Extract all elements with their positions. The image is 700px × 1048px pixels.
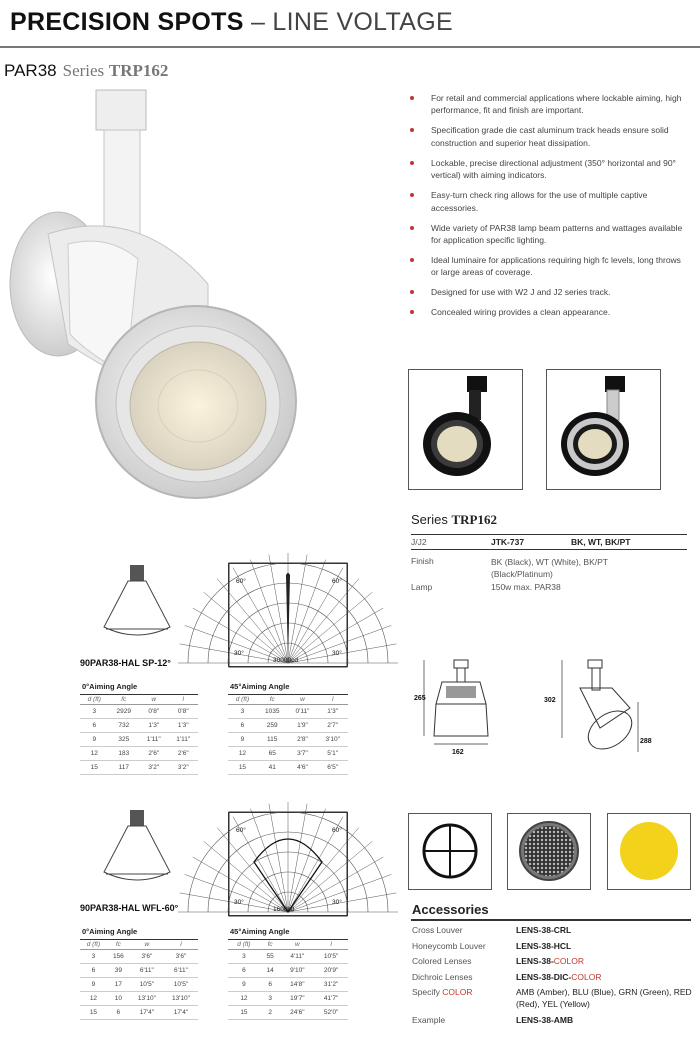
table-cell: 17'4"	[164, 1006, 198, 1020]
list-item: Concealed wiring provides a clean appearance.	[408, 306, 690, 318]
accessory-photo-honeycomb-louver	[507, 813, 591, 890]
table-row	[80, 992, 198, 1006]
table-cell: 39	[107, 964, 130, 978]
table-cell: 52'0"	[314, 1006, 348, 1020]
product-subtitle: PAR38 Series TRP162	[4, 61, 169, 80]
column-header: l	[164, 940, 198, 950]
table-cell: 1035	[257, 705, 288, 719]
table-cell: 156	[107, 950, 130, 964]
finish-photo-black	[408, 369, 523, 490]
table-cell: 6	[260, 978, 281, 992]
table-row	[80, 964, 198, 978]
table-cell: 10'5"	[314, 950, 348, 964]
table-cell: 6'11"	[164, 964, 198, 978]
table-cell: 4'11"	[280, 950, 314, 964]
list-item: Easy-turn check ring allows for the use of multiple captive accessories.	[408, 189, 690, 214]
table-row	[80, 761, 198, 775]
table-row: Specify COLOR AMB (Amber), BLU (Blue), GRN (Green), RED (Red), YEL (Yellow)	[412, 987, 692, 1010]
table-row	[228, 705, 348, 719]
angle-label: 60°	[332, 578, 342, 585]
column-header: w	[139, 695, 169, 705]
column-header: l	[314, 940, 348, 950]
lamp-name: 90PAR38-HAL SP-12°	[80, 658, 171, 668]
table-cell: 117	[109, 761, 139, 775]
table-cell: 6'11"	[130, 964, 164, 978]
table-cell: 0'8"	[168, 705, 198, 719]
table-cell: 0'8"	[139, 705, 169, 719]
table-row	[228, 950, 348, 964]
aiming-0-table	[80, 680, 198, 775]
table-cell: 9	[228, 978, 260, 992]
table-caption: 45°Aiming Angle	[230, 682, 290, 691]
table-cell: 1'3"	[168, 719, 198, 733]
angle-label: 60°	[236, 578, 246, 585]
table-cell: 6	[80, 719, 109, 733]
table-cell: 3'6"	[130, 950, 164, 964]
polar-candela-diagram	[228, 563, 348, 667]
column-header: d (ft)	[228, 940, 260, 950]
table-cell: 9	[228, 733, 257, 747]
table-cell: 17	[107, 978, 130, 992]
table-row	[80, 747, 198, 761]
column-header: fc	[109, 695, 139, 705]
table-row	[228, 747, 348, 761]
table-row	[228, 978, 348, 992]
main-product-image	[8, 84, 300, 514]
table-cell: 14	[260, 964, 281, 978]
table-cell: 10	[107, 992, 130, 1006]
table-row: Colored Lenses LENS-38-COLOR	[412, 956, 585, 967]
table-cell: 6	[80, 964, 107, 978]
column-header: l	[168, 695, 198, 705]
accessories-divider	[411, 919, 691, 921]
column-header: l	[317, 695, 348, 705]
table-cell: 12	[80, 747, 109, 761]
finish-photo-black-platinum	[546, 369, 661, 490]
dim-width-label: 162	[452, 749, 464, 756]
accessory-photo-cross-louver	[408, 813, 492, 890]
column-header: fc	[260, 940, 281, 950]
table-cell: 15	[228, 761, 257, 775]
angle-label: 60°	[332, 827, 342, 834]
table-row	[228, 733, 348, 747]
dim-side-width-label: 288	[640, 738, 652, 745]
table-cell: 31'2"	[314, 978, 348, 992]
table-row: Cross Louver LENS-38-CRL	[412, 925, 572, 935]
angle-label: 30°	[234, 650, 244, 657]
table-cell: 2929	[109, 705, 139, 719]
table-cell: 259	[257, 719, 288, 733]
table-cell: 3'6"	[164, 950, 198, 964]
table-cell: 1'3"	[317, 705, 348, 719]
table-cell: 183	[109, 747, 139, 761]
table-cell: 2	[260, 1006, 281, 1020]
dimension-drawing-side	[540, 658, 650, 758]
table-row	[80, 950, 198, 964]
list-item: Designed for use with W2 J and J2 series track.	[408, 286, 690, 298]
table-row	[228, 719, 348, 733]
column-header: w	[288, 695, 318, 705]
column-header: fc	[257, 695, 288, 705]
angle-label: 60°	[236, 827, 246, 834]
table-cell: 13'10"	[164, 992, 198, 1006]
angle-label: 30°	[332, 899, 342, 906]
table-cell: 9	[80, 978, 107, 992]
spec-lamp-row: Lamp 150w max. PAR38	[411, 582, 561, 592]
column-header: w	[130, 940, 164, 950]
table-cell: 6	[228, 964, 260, 978]
accessories-table	[412, 924, 697, 1030]
table-cell: 9'10"	[280, 964, 314, 978]
table-cell: 732	[109, 719, 139, 733]
table-cell: 3'10"	[317, 733, 348, 747]
table-cell: 41	[257, 761, 288, 775]
table-cell: 4'6"	[288, 761, 318, 775]
dimension-drawing-front	[412, 658, 520, 758]
list-item: Wide variety of PAR38 lamp beam patterns and wattages available for application specific lighting.	[408, 222, 690, 247]
table-cell: 2'6"	[168, 747, 198, 761]
table-cell: 15	[228, 1006, 260, 1020]
accessory-photo-colored-lens	[607, 813, 691, 890]
table-row	[228, 761, 348, 775]
spec-finish-row: Finish BK (Black), WT (White), BK/PT (Black/Platinum)	[411, 556, 608, 579]
table-cell: 6	[228, 719, 257, 733]
table-row: Dichroic Lenses LENS-38-DIC-COLOR	[412, 971, 602, 982]
lamp-name: 90PAR38-HAL WFL-60°	[80, 903, 179, 913]
table-cell: 19'7"	[280, 992, 314, 1006]
table-cell: 10'5"	[164, 978, 198, 992]
polar-candela-diagram	[228, 812, 348, 916]
aiming-45-table	[228, 925, 348, 1020]
table-cell: 15	[80, 761, 109, 775]
table-row	[80, 705, 198, 719]
column-header: d (ft)	[80, 695, 109, 705]
page-title: PRECISION SPOTS – LINE VOLTAGE	[10, 8, 453, 36]
table-cell: 55	[260, 950, 281, 964]
table-cell: 1'9"	[288, 719, 318, 733]
table-row	[228, 1006, 348, 1020]
column-header: w	[280, 940, 314, 950]
table-cell: 115	[257, 733, 288, 747]
table-cell: 3'2"	[168, 761, 198, 775]
candela-label: 1600cd	[273, 906, 295, 913]
table-caption: 0°Aiming Angle	[82, 927, 138, 936]
table-cell: 14'8"	[280, 978, 314, 992]
list-item: Lockable, precise directional adjustment (350° horizontal and 90° vertical) with aiming indicators.	[408, 157, 690, 182]
lamp-icon	[98, 808, 178, 888]
table-cell: 2'8"	[288, 733, 318, 747]
table-cell: 5'1"	[317, 747, 348, 761]
list-item: Ideal luminaire for applications requiring high fc levels, long throws or large areas of coverage.	[408, 254, 690, 279]
column-header: fc	[107, 940, 130, 950]
aiming-45-table	[228, 680, 348, 775]
table-row	[228, 964, 348, 978]
spec-header-row: J/J2 JTK-737 BK, WT, BK/PT	[411, 534, 687, 550]
table-cell: 65	[257, 747, 288, 761]
table-cell: 3	[228, 705, 257, 719]
dim-height-label: 265	[414, 695, 426, 702]
column-header: d (ft)	[228, 695, 257, 705]
table-cell: 1'3"	[139, 719, 169, 733]
candela-label: 30000cd	[273, 657, 298, 664]
table-row	[228, 992, 348, 1006]
table-cell: 3	[228, 950, 260, 964]
table-row: Example LENS-38-AMB	[412, 1014, 574, 1025]
table-cell: 13'10"	[130, 992, 164, 1006]
spec-title: Series TRP162	[411, 512, 497, 527]
table-cell: 2'6"	[139, 747, 169, 761]
table-cell: 3	[260, 992, 281, 1006]
table-row	[80, 1006, 198, 1020]
table-cell: 12	[228, 992, 260, 1006]
table-row	[80, 733, 198, 747]
table-row	[80, 978, 198, 992]
table-cell: 24'6"	[280, 1006, 314, 1020]
table-row	[80, 719, 198, 733]
list-item: Specification grade die cast aluminum track heads ensure solid construction and superior heat dissipation.	[408, 124, 690, 149]
table-caption: 0°Aiming Angle	[82, 682, 138, 691]
table-cell: 10'5"	[130, 978, 164, 992]
table-cell: 9	[80, 733, 109, 747]
table-cell: 12	[80, 992, 107, 1006]
table-cell: 6'5"	[317, 761, 348, 775]
table-row: Honeycomb Louver LENS-38-HCL	[412, 940, 572, 951]
feature-list	[408, 92, 690, 326]
table-cell: 6	[107, 1006, 130, 1020]
spec-table	[411, 534, 687, 592]
table-cell: 0'11"	[288, 705, 318, 719]
table-cell: 3	[80, 705, 109, 719]
angle-label: 30°	[234, 899, 244, 906]
dim-side-height-label: 302	[544, 697, 556, 704]
accessories-title: Accessories	[412, 902, 489, 917]
table-cell: 15	[80, 1006, 107, 1020]
aiming-0-table	[80, 925, 198, 1020]
table-caption: 45°Aiming Angle	[230, 927, 290, 936]
table-cell: 3	[80, 950, 107, 964]
list-item: For retail and commercial applications where lockable aiming, high performance, fit and finish are important.	[408, 92, 690, 117]
table-cell: 2'7"	[317, 719, 348, 733]
table-cell: 3'7"	[288, 747, 318, 761]
angle-label: 30°	[332, 650, 342, 657]
table-cell: 12	[228, 747, 257, 761]
table-cell: 325	[109, 733, 139, 747]
table-cell: 1'11"	[139, 733, 169, 747]
lamp-icon	[98, 563, 178, 643]
column-header: d (ft)	[80, 940, 107, 950]
title-divider	[0, 46, 700, 48]
table-cell: 3'2"	[139, 761, 169, 775]
table-cell: 1'11"	[168, 733, 198, 747]
table-cell: 20'9"	[314, 964, 348, 978]
table-cell: 41'7"	[314, 992, 348, 1006]
table-cell: 17'4"	[130, 1006, 164, 1020]
